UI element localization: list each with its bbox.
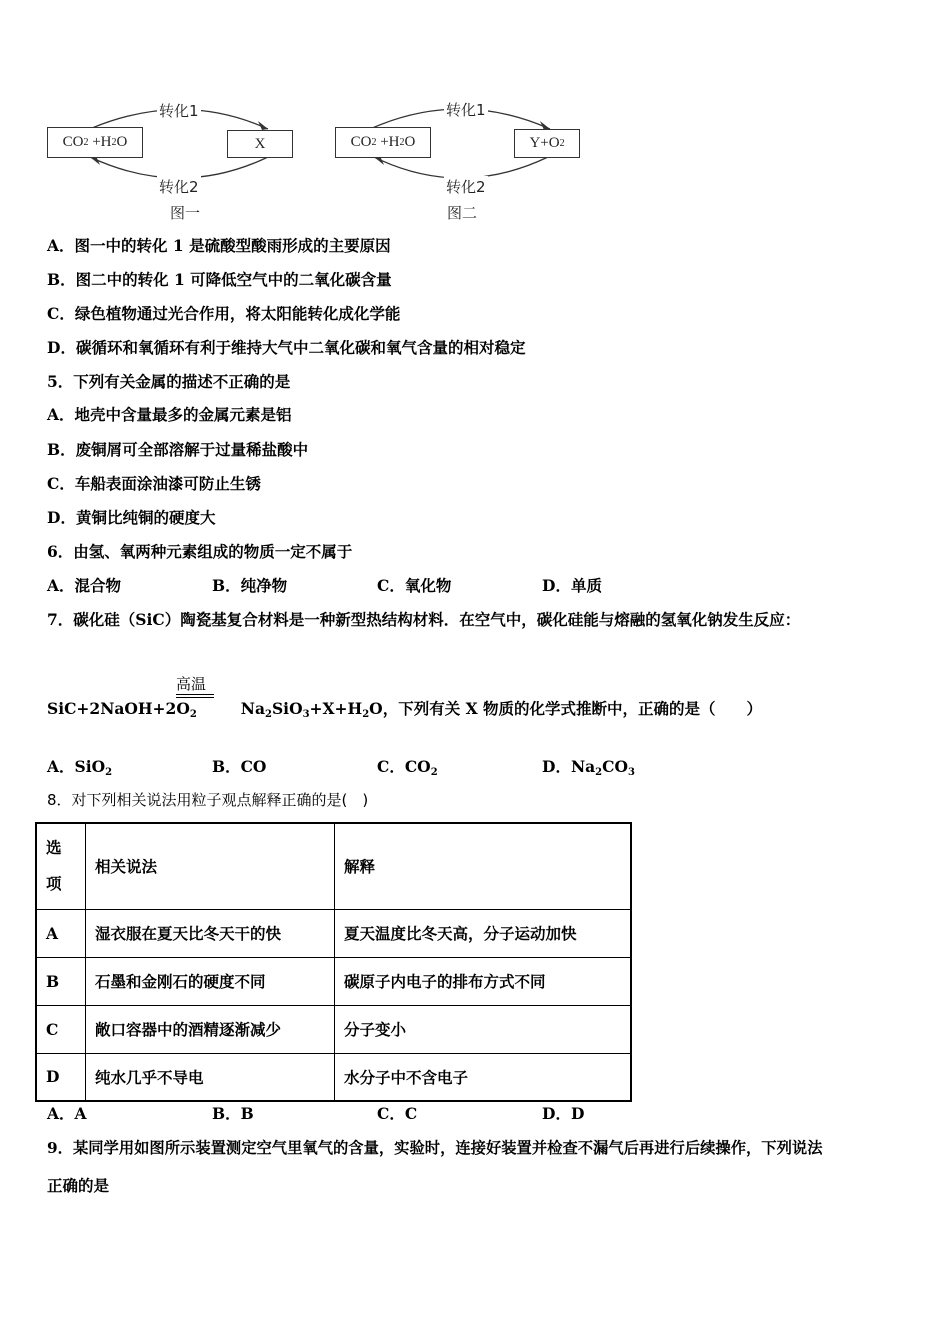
q7-equation (47, 697, 762, 720)
row-a-explanation: 夏天温度比冬天高，分子运动加快 (335, 909, 632, 957)
q9-stem-line1: 9．某同学用如图所示装置测定空气里氧气的含量，实验时，连接好装置并检查不漏气后再进行后续操作，下列说法 (47, 1139, 823, 1157)
row-c-statement: 敞口容器中的酒精逐渐减少 (86, 1005, 335, 1053)
fig2-top-label: 转化1 (446, 101, 486, 119)
fig2-caption: 图二 (447, 204, 478, 222)
q7-products: $Na_2SiO_3+X+H_2O$ (240, 699, 383, 720)
table-row (36, 1053, 631, 1101)
q6-stem: 6．由氢、氧两种元素组成的物质一定不属于 (47, 542, 353, 561)
table-header-explanation: 解释 (335, 823, 632, 909)
q7-option-b: B．CO (212, 757, 267, 776)
row-a-statement: 湿衣服在夏天比冬天干的快 (86, 909, 335, 957)
table-header-option: 选 项 (36, 823, 86, 909)
q7-stem: 7．碳化硅（SiC）陶瓷基复合材料是一种新型热结构材料．在空气中，碳化硅能与熔融的氢氧化钠发生反应： (47, 610, 801, 629)
row-d-statement: 纯水几乎不导电 (86, 1053, 335, 1101)
q4-option-d: D．碳循环和氧循环有利于维持大气中二氧化碳和氧气含量的相对稳定 (47, 338, 526, 357)
q7-question-tail: ，下列有关 X 物质的化学式推断中，正确的是（ ） (382, 699, 763, 718)
table-row (36, 1005, 631, 1053)
q5-option-b: B．废铜屑可全部溶解于过量稀盐酸中 (47, 440, 309, 459)
fig1-caption: 图一 (170, 204, 201, 222)
table-header-statement: 相关说法 (86, 823, 335, 909)
fig2-bottom-label: 转化2 (446, 178, 486, 196)
q5-option-c: C．车船表面涂油漆可防止生锈 (47, 474, 261, 493)
row-b-explanation: 碳原子内电子的排布方式不同 (335, 957, 632, 1005)
fig1-right-box: X (227, 130, 293, 158)
fig1-bottom-label: 转化2 (159, 178, 199, 196)
q8-option-d: D．D (542, 1104, 585, 1123)
row-d-explanation: 水分子中不含电子 (335, 1053, 632, 1101)
q4-option-b: B．图二中的转化 1 可降低空气中的二氧化碳含量 (47, 270, 392, 289)
q7-reactants: $SiC+2NaOH+2O_2$ (47, 699, 197, 720)
row-a-key: A (36, 909, 86, 957)
q8-option-c: C．C (377, 1104, 418, 1123)
row-c-key: C (36, 1005, 86, 1053)
reaction-arrow-line (176, 694, 214, 695)
fig1-top-label: 转化1 (159, 102, 199, 120)
row-b-key: B (36, 957, 86, 1005)
q7-option-a: A．SiO$_2$ (47, 757, 113, 778)
q7-option-c: C．$CO_2$ (377, 757, 438, 778)
fig2-right-box: Y+O 2 (514, 129, 580, 158)
q4-option-c: C．绿色植物通过光合作用，将太阳能转化成化学能 (47, 304, 401, 323)
row-b-statement: 石墨和金刚石的硬度不同 (86, 957, 335, 1005)
q7-option-d: D．$Na_2CO_3$ (542, 757, 635, 778)
q5-stem: 5．下列有关金属的描述不正确的是 (47, 372, 291, 391)
q4-option-a: A．图一中的转化 1 是硫酸型酸雨形成的主要原因 (47, 236, 391, 255)
table-row (36, 909, 631, 957)
q8-table (35, 822, 632, 1102)
q8-option-a: A．A (47, 1104, 87, 1123)
q6-option-b: B．纯净物 (212, 576, 288, 595)
reaction-condition: 高温 (176, 677, 207, 693)
q9-stem-line2: 正确的是 (47, 1176, 110, 1195)
q8-option-b: B．B (212, 1104, 254, 1123)
row-d-key: D (36, 1053, 86, 1101)
fig1-left-box: CO 2 +H 2 O (47, 127, 143, 158)
q8-stem: 8．对下列相关说法用粒子观点解释正确的是( ) (47, 791, 369, 809)
fig2-left-box: CO 2 +H 2 O (335, 127, 431, 158)
table-row (36, 957, 631, 1005)
q6-option-c: C．氧化物 (377, 576, 452, 595)
q6-option-d: D．单质 (542, 576, 602, 595)
q5-option-a: A．地壳中含量最多的金属元素是铝 (47, 405, 292, 424)
row-c-explanation: 分子变小 (335, 1005, 632, 1053)
q5-option-d: D．黄铜比纯铜的硬度大 (47, 508, 216, 527)
q6-option-a: A．混合物 (47, 576, 122, 595)
